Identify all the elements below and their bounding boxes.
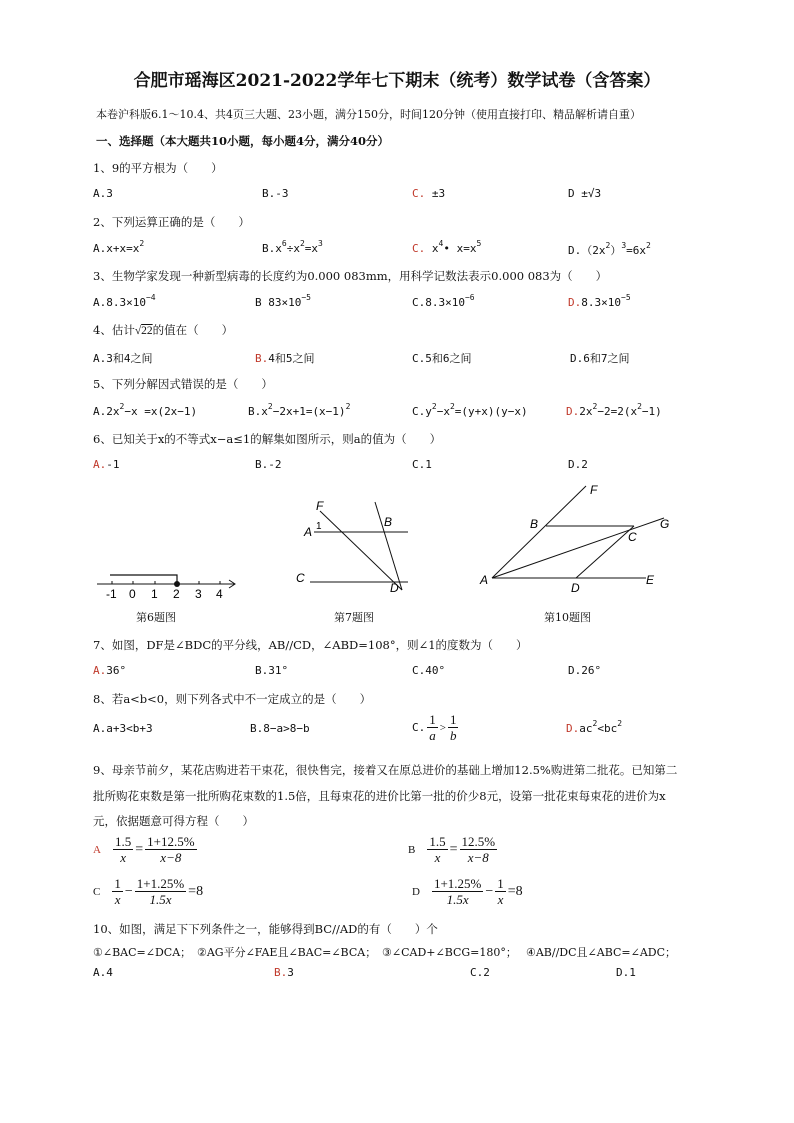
q5-option-c: $C.y^2-x^2=(y+x)(y-x)$ — [412, 402, 528, 418]
q10-option-d: D.1 — [616, 966, 636, 979]
q8-stem: 8、若a<b<0，则下列各式中不一定成立的是（ ） — [93, 692, 372, 706]
label-f: F — [316, 499, 324, 513]
tick-label: 3 — [195, 587, 202, 601]
solution-set-bracket — [110, 575, 177, 584]
label-b: B — [384, 515, 393, 529]
page-title: 合肥市瑶海区2021-2022学年七下期末（统考）数学试卷（含答案） — [133, 71, 661, 91]
q6-option-a: A.-1 — [93, 458, 120, 471]
q7-option-a: A.36° — [93, 664, 127, 677]
q3-option-d: $D.8.3\times 10^{-5}$ — [568, 293, 631, 309]
q6-option-b: B.-2 — [255, 458, 282, 471]
q3-option-b: B $83\times 10^{-5}$ — [255, 293, 311, 309]
fig10-caption: 第10题图 — [544, 611, 591, 624]
q9-option-c: C $\frac{1}{x}$ − $\frac{1+1.25\%}{1.5x}$ =8 — [93, 876, 204, 907]
label-e: E — [646, 573, 655, 587]
q9-stem-line3: 元，依据题意可得方程（ ） — [93, 814, 254, 828]
q2-option-c: C. $x^4•$ $x=x^5$ — [412, 239, 482, 255]
q10-condition-4: ④AB//DC且∠ABC=∠ADC； — [526, 946, 677, 959]
label-a: A — [304, 525, 313, 539]
q4-option-d: D.6和7之间 — [570, 352, 630, 365]
tick-label: 0 — [129, 587, 136, 601]
q7-stem: 7、如图，DF是∠BDC的平分线，AB//CD，∠ABD=108°，则∠1的度数为（ ） — [93, 638, 528, 652]
label-angle-1: 1 — [316, 521, 322, 532]
q2-stem: 2、下列运算正确的是（ ） — [93, 215, 250, 229]
ray-ag — [492, 518, 664, 578]
q4-option-a: A.3和4之间 — [93, 352, 153, 365]
q1-stem: 1、9的平方根为（ ） — [93, 161, 223, 175]
q7-option-b: B.31° — [255, 664, 289, 677]
q10-condition-3: ③∠CAD+∠BCG=180°； — [382, 946, 517, 959]
label-b: B — [530, 517, 539, 531]
q3-stem: 3、生物学家发现一种新型病毒的长度约为0.000 083mm，用科学记数法表示0.000 083为（ ） — [93, 269, 608, 283]
q8-option-c: C. $\frac{1}{a}$ > $\frac{1}{b}$ — [412, 712, 457, 743]
tick-label: 4 — [216, 587, 223, 601]
label-g: G — [660, 517, 670, 531]
fig7-diagram — [290, 496, 420, 596]
q10-stem: 10、如图，满足下下列条件之一，能够得到BC//AD的有（ ）个 — [93, 922, 438, 936]
q5-option-d: $D.2x^2-2=2(x^2-1)$ — [566, 402, 662, 418]
q1-option-d: D ±√3 — [568, 187, 602, 200]
label-d: D — [571, 581, 580, 595]
q8-option-b: B.8−a>8−b — [250, 722, 310, 735]
q4-option-c: C.5和6之间 — [412, 352, 472, 365]
q10-option-b: B.3 — [274, 966, 294, 979]
q7-option-d: D.26° — [568, 664, 602, 677]
q9-stem-line2: 批所购花束数是第一批所购花束数的1.5倍，且每束花的进价比第一批的价少8元，设第一批花束每束花的进价为x — [93, 789, 666, 803]
label-f: F — [590, 483, 598, 497]
label-d: D — [390, 581, 399, 595]
q8-option-a: A.a+3<b+3 — [93, 722, 153, 735]
q10-option-c: C.2 — [470, 966, 490, 979]
q5-stem: 5、下列分解因式错误的是（ ） — [93, 377, 273, 391]
q9-stem-line1: 9、母亲节前夕，某花店购进若干束花，很快售完，接着又在原总进价的基础上增加12.5%购进第二批花。已知第二 — [93, 763, 678, 777]
q2-option-a: $A.x+x=x^2$ — [93, 239, 145, 255]
q4-stem: 4、估计√22的值在（ ） — [93, 323, 234, 337]
fig6-number-line — [95, 560, 245, 602]
exam-intro: 本卷沪科版6.1～10.4、共4页三大题、23小题，满分150分，时间120分钟（使用直接打印、精品解析请自重） — [96, 108, 641, 121]
q2-option-d: $D.(2x^2)^3=6x^2$ — [568, 241, 651, 257]
q1-option-b: B.-3 — [262, 187, 289, 200]
q9-option-d: D $\frac{1+1.25\%}{1.5x}$ − $\frac{1}{x}$ =8 — [412, 876, 523, 907]
q2-option-b: $B.x^6\div x^2=x^3$ — [262, 239, 323, 255]
fig6-caption: 第6题图 — [136, 611, 176, 624]
ray-af — [492, 486, 586, 578]
q5-option-a: $A.2x^2-x =x(2x-1)$ — [93, 402, 198, 418]
q1-option-c: C. ±3 — [412, 187, 446, 200]
tick-label: 2 — [173, 587, 180, 601]
q10-option-a: A.4 — [93, 966, 113, 979]
q8-option-d: $D.ac^2<bc^2$ — [566, 719, 623, 735]
q6-stem: 6、已知关于x的不等式x−a≤1的解集如图所示，则a的值为（ ） — [93, 432, 442, 446]
section-heading: 一、选择题（本大题共10小题，每小题4分，满分40分） — [96, 134, 390, 148]
q4-option-b: B.4和5之间 — [255, 352, 315, 365]
q9-option-a: A $\frac{1.5}{x}$ = $\frac{1+12.5\%}{x-8}$ — [93, 834, 195, 865]
tick-label: 1 — [151, 587, 158, 601]
q6-option-c: C.1 — [412, 458, 432, 471]
q3-option-a: $A.8.3\times 10^{-4}$ — [93, 293, 156, 309]
label-a: A — [480, 573, 489, 587]
q10-condition-2: ②AG平分∠FAE且∠BAC=∠BCA； — [197, 946, 377, 959]
fig7-caption: 第7题图 — [334, 611, 374, 624]
segment-cd — [576, 526, 634, 578]
q3-option-c: $C.8.3\times 10^{-6}$ — [412, 293, 475, 309]
label-c: C — [296, 571, 305, 585]
q6-option-d: D.2 — [568, 458, 588, 471]
fig10-diagram — [476, 480, 676, 595]
tick-label: -1 — [106, 587, 117, 601]
label-c: C — [628, 530, 637, 544]
q9-option-b: B $\frac{1.5}{x}$ = $\frac{12.5\%}{x-8}$ — [408, 834, 496, 865]
q1-option-a: A.3 — [93, 187, 113, 200]
q7-option-c: C.40° — [412, 664, 446, 677]
q10-condition-1: ①∠BAC=∠DCA； — [93, 946, 192, 959]
q5-option-b: $B.x^2-2x+1=(x-1)^2$ — [248, 402, 351, 418]
